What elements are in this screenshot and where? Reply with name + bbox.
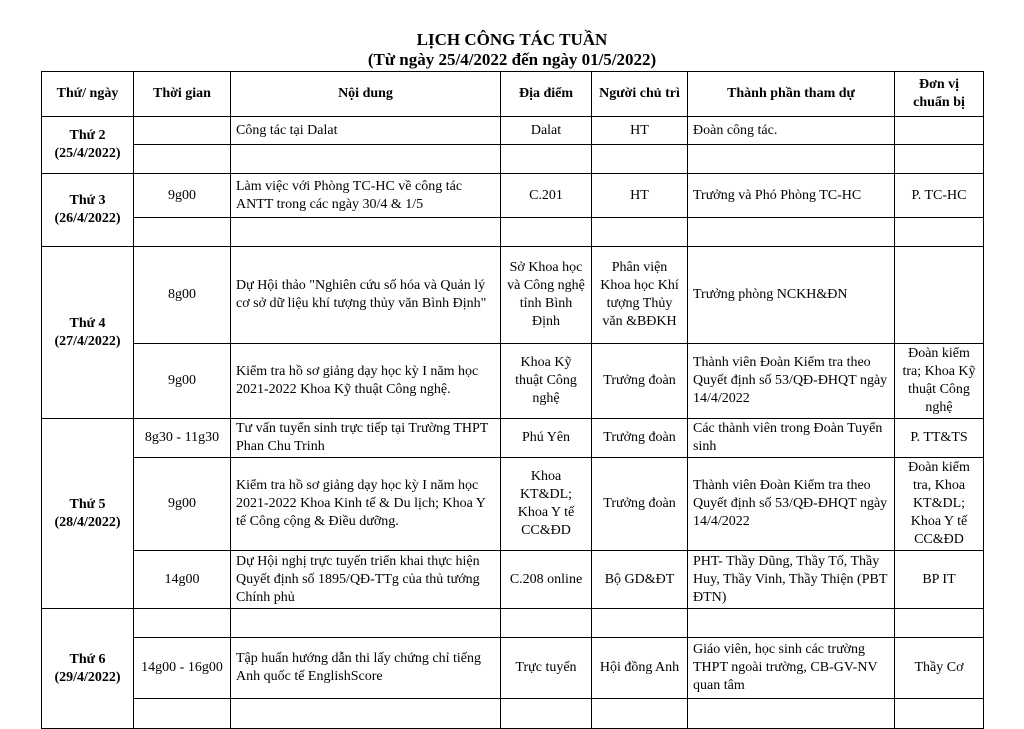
place-cell: C.208 online bbox=[501, 551, 592, 609]
participants-cell: Các thành viên trong Đoàn Tuyển sinh bbox=[688, 419, 895, 458]
table-row bbox=[42, 699, 984, 729]
time-cell bbox=[134, 699, 231, 729]
table-row bbox=[42, 638, 984, 699]
host-cell: Hội đồng Anh bbox=[592, 638, 688, 699]
participants-cell bbox=[688, 609, 895, 638]
place-cell bbox=[501, 145, 592, 174]
table-row bbox=[42, 458, 984, 551]
time-cell: 9g00 bbox=[134, 458, 231, 551]
place-cell: Khoa KT&DL; Khoa Y tế CC&ĐD bbox=[501, 458, 592, 551]
content-cell: Tư vấn tuyển sinh trực tiếp tại Trường THPT Phan Chu Trinh bbox=[231, 419, 501, 458]
place-cell bbox=[501, 218, 592, 247]
host-cell: HT bbox=[592, 174, 688, 218]
participants-cell: Thành viên Đoàn Kiểm tra theo Quyết định số 53/QĐ-ĐHQT ngày 14/4/2022 bbox=[688, 458, 895, 551]
host-cell: Bộ GD&ĐT bbox=[592, 551, 688, 609]
content-cell: Dự Hội nghị trực tuyến triển khai thực hiện Quyết định số 1895/QĐ-TTg của thủ tướng Chính phủ bbox=[231, 551, 501, 609]
column-header: Địa điểm bbox=[501, 72, 592, 117]
content-cell: Công tác tại Dalat bbox=[231, 117, 501, 145]
page-title: LỊCH CÔNG TÁC TUẦN bbox=[416, 30, 608, 49]
table-row bbox=[42, 247, 984, 344]
day-cell bbox=[42, 117, 134, 174]
day-date: (28/4/2022) bbox=[54, 514, 121, 530]
content-cell: Tập huấn hướng dẫn thi lấy chứng chỉ tiếng Anh quốc tế EnglishScore bbox=[231, 638, 501, 699]
page-subtitle: (Từ ngày 25/4/2022 đến ngày 01/5/2022) bbox=[367, 50, 657, 69]
unit-cell bbox=[895, 117, 984, 145]
time-cell bbox=[134, 609, 231, 638]
content-cell bbox=[231, 145, 501, 174]
schedule-table bbox=[41, 71, 984, 729]
time-cell: 8g30 - 11g30 bbox=[134, 419, 231, 458]
column-header: Nội dung bbox=[231, 72, 501, 117]
participants-cell: Giáo viên, học sinh các trường THPT ngoài trường, CB-GV-NV quan tâm bbox=[688, 638, 895, 699]
unit-cell: P. TT&TS bbox=[895, 419, 984, 458]
content-cell: Làm việc với Phòng TC-HC về công tác ANTT trong các ngày 30/4 & 1/5 bbox=[231, 174, 501, 218]
unit-cell: Đoàn kiểm tra; Khoa Kỹ thuật Công nghệ bbox=[895, 344, 984, 419]
host-cell: Trưởng đoàn bbox=[592, 458, 688, 551]
day-date: (27/4/2022) bbox=[54, 333, 121, 349]
time-cell bbox=[134, 145, 231, 174]
host-cell bbox=[592, 145, 688, 174]
unit-cell bbox=[895, 609, 984, 638]
unit-cell: P. TC-HC bbox=[895, 174, 984, 218]
column-header: Thành phần tham dự bbox=[688, 72, 895, 117]
day-cell bbox=[42, 419, 134, 609]
participants-cell bbox=[688, 145, 895, 174]
table-row bbox=[42, 218, 984, 247]
day-date: (25/4/2022) bbox=[54, 146, 121, 161]
host-cell bbox=[592, 609, 688, 638]
unit-cell bbox=[895, 145, 984, 174]
host-cell: Trưởng đoàn bbox=[592, 419, 688, 458]
time-cell: 9g00 bbox=[134, 174, 231, 218]
day-cell bbox=[42, 174, 134, 247]
table-row bbox=[42, 145, 984, 174]
column-header: Người chủ trì bbox=[592, 72, 688, 117]
column-header: Thứ/ ngày bbox=[42, 72, 134, 117]
content-cell bbox=[231, 609, 501, 638]
participants-cell bbox=[688, 218, 895, 247]
time-cell: 14g00 - 16g00 bbox=[134, 638, 231, 699]
time-cell: 14g00 bbox=[134, 551, 231, 609]
place-cell: Khoa Kỹ thuật Công nghệ bbox=[501, 344, 592, 419]
unit-cell bbox=[895, 699, 984, 729]
participants-cell: Đoàn công tác. bbox=[688, 117, 895, 145]
place-cell: Trực tuyến bbox=[501, 638, 592, 699]
place-cell: C.201 bbox=[501, 174, 592, 218]
table-header-row bbox=[42, 72, 984, 117]
participants-cell: PHT- Thầy Dũng, Thầy Tố, Thầy Huy, Thầy Vinh, Thầy Thiện (PBT ĐTN) bbox=[688, 551, 895, 609]
day-name: Thứ 4 bbox=[69, 315, 106, 331]
table-row bbox=[42, 174, 984, 218]
place-cell bbox=[501, 699, 592, 729]
unit-cell: Thầy Cơ bbox=[895, 638, 984, 699]
time-cell: 9g00 bbox=[134, 344, 231, 419]
table-row bbox=[42, 609, 984, 638]
content-cell: Dự Hội thảo "Nghiên cứu số hóa và Quản lý cơ sở dữ liệu khí tượng thủy văn Bình Định" bbox=[231, 247, 501, 344]
place-cell: Phú Yên bbox=[501, 419, 592, 458]
participants-cell: Thành viên Đoàn Kiểm tra theo Quyết định số 53/QĐ-ĐHQT ngày 14/4/2022 bbox=[688, 344, 895, 419]
table-row bbox=[42, 419, 984, 458]
unit-cell bbox=[895, 218, 984, 247]
content-cell bbox=[231, 218, 501, 247]
participants-cell: Trưởng phòng NCKH&ĐN bbox=[688, 247, 895, 344]
day-name: Thứ 6 bbox=[69, 651, 106, 667]
day-date: (29/4/2022) bbox=[54, 669, 121, 685]
unit-cell bbox=[895, 247, 984, 344]
participants-cell bbox=[688, 699, 895, 729]
day-name: Thứ 3 bbox=[69, 193, 106, 208]
day-cell bbox=[42, 609, 134, 729]
column-header: Thời gian bbox=[134, 72, 231, 117]
host-cell bbox=[592, 218, 688, 247]
time-cell: 8g00 bbox=[134, 247, 231, 344]
day-name: Thứ 5 bbox=[69, 496, 106, 512]
host-cell: Trưởng đoàn bbox=[592, 344, 688, 419]
participants-cell: Trưởng và Phó Phòng TC-HC bbox=[688, 174, 895, 218]
table-row bbox=[42, 551, 984, 609]
unit-cell: Đoàn kiểm tra, Khoa KT&DL; Khoa Y tế CC&ĐD bbox=[895, 458, 984, 551]
table-row bbox=[42, 117, 984, 145]
unit-cell: BP IT bbox=[895, 551, 984, 609]
time-cell bbox=[134, 117, 231, 145]
place-cell bbox=[501, 609, 592, 638]
time-cell bbox=[134, 218, 231, 247]
day-name: Thứ 2 bbox=[69, 128, 106, 143]
host-cell: Phân viện Khoa học Khí tượng Thủy văn &BĐKH bbox=[592, 247, 688, 344]
table-row bbox=[42, 344, 984, 419]
content-cell: Kiểm tra hồ sơ giảng dạy học kỳ I năm học 2021-2022 Khoa Kinh tế & Du lịch; Khoa Y tế Công cộng & Điều dưỡng. bbox=[231, 458, 501, 551]
host-cell bbox=[592, 699, 688, 729]
place-cell: Sở Khoa học và Công nghệ tỉnh Bình Định bbox=[501, 247, 592, 344]
content-cell: Kiểm tra hồ sơ giảng dạy học kỳ I năm học 2021-2022 Khoa Kỹ thuật Công nghệ. bbox=[231, 344, 501, 419]
column-header: Đơn vị chuẩn bị bbox=[895, 72, 984, 117]
content-cell bbox=[231, 699, 501, 729]
host-cell: HT bbox=[592, 117, 688, 145]
day-cell bbox=[42, 247, 134, 419]
day-date: (26/4/2022) bbox=[54, 211, 121, 226]
place-cell: Dalat bbox=[501, 117, 592, 145]
